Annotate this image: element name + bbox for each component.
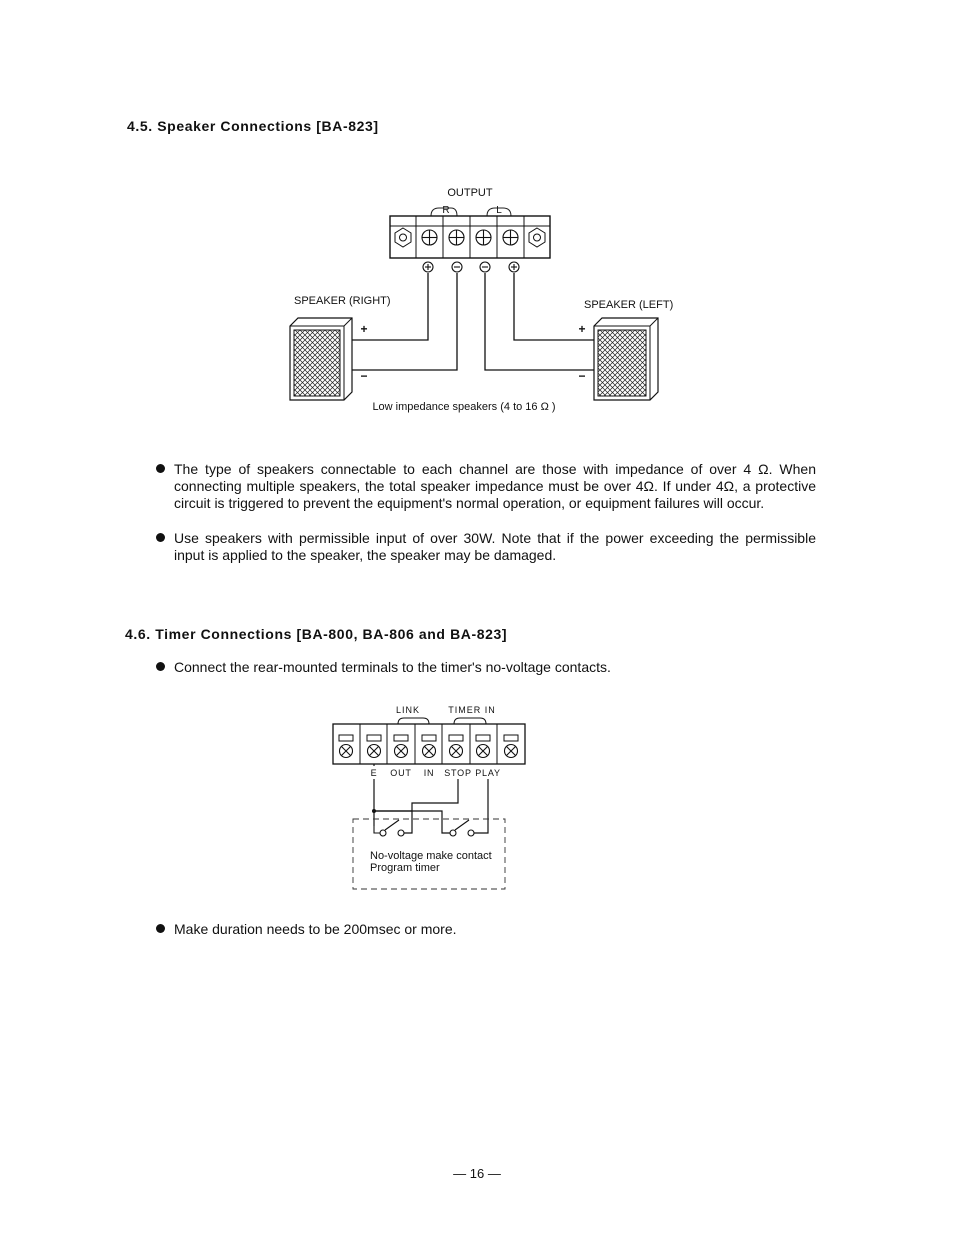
bullet-make-duration [174,921,816,938]
link-bracket [398,718,429,724]
bullet-impedance [174,461,816,512]
speaker-right-icon [290,318,352,400]
no-voltage-contact-label: No-voltage make contact [370,850,492,862]
screw-icon [476,230,491,245]
output-label: OUTPUT [447,187,493,199]
screw-icon [449,230,464,245]
screw-icon [422,230,437,245]
section-45-title: 4.5. Speaker Connections [BA-823] [127,118,379,134]
screw-icon [503,230,518,245]
l-label: L [496,205,502,216]
timer-in-label: TIMER IN [448,705,496,715]
section-46-title: 4.6. Timer Connections [BA-800, BA-806 and BA-823] [125,626,508,642]
bullet-text: Use speakers with permissible input of over 30W. Note that if the power exceeding the permissible input is applied to the speaker, the speaker may be damaged. [174,530,816,563]
link-label: LINK [395,705,421,715]
timer-terminal-block [333,724,525,764]
speaker-right-label: SPEAKER (RIGHT) [294,295,391,307]
bullet-text: Make duration needs to be 200msec or more. [174,921,457,937]
bullet-dot-icon [156,924,165,933]
plus-sign: + [360,322,368,336]
switch-icon [374,820,404,836]
minus-sign: − [360,369,368,383]
output-terminal-block [390,216,550,258]
bullet-permissible-input [174,530,816,564]
speaker-wires [352,273,594,370]
terminal-stop-label: STOP [444,768,472,778]
timer-in-bracket [454,718,486,724]
speaker-left-icon [594,318,658,400]
bullet-timer-connect [174,659,816,676]
r-label: R [442,205,450,216]
junction-dot [372,809,376,813]
polarity-markers [423,262,519,272]
plus-sign: + [578,322,586,336]
speaker-connection-diagram [280,180,700,420]
bullet-text: Connect the rear-mounted terminals to the timer's no-voltage contacts. [174,659,611,675]
terminal-in-label: IN [423,768,435,778]
timer-connection-diagram [330,700,530,895]
terminal-out-label: OUT [390,768,412,778]
terminal-e-label: E [370,768,378,778]
bullet-dot-icon [156,662,165,671]
bullet-text: The type of speakers connectable to each channel are those with impedance of over 4 Ω. When connecting multiple speakers, the total speaker impedance must be over 4Ω. If under 4Ω, a protective circuit is triggered to prevent the equipment's normal operation, or equipment failures will occur. [174,461,816,511]
switch-icon [450,820,474,836]
minus-sign: − [578,369,586,383]
bullet-dot-icon [156,533,165,542]
impedance-caption: Low impedance speakers (4 to 16 Ω ) [372,401,556,413]
page-number: — 16 — [453,1166,501,1181]
terminal-play-label: PLAY [475,768,501,778]
speaker-left-label: SPEAKER (LEFT) [584,299,674,311]
program-timer-label: Program timer [370,862,440,874]
bullet-dot-icon [156,464,165,473]
